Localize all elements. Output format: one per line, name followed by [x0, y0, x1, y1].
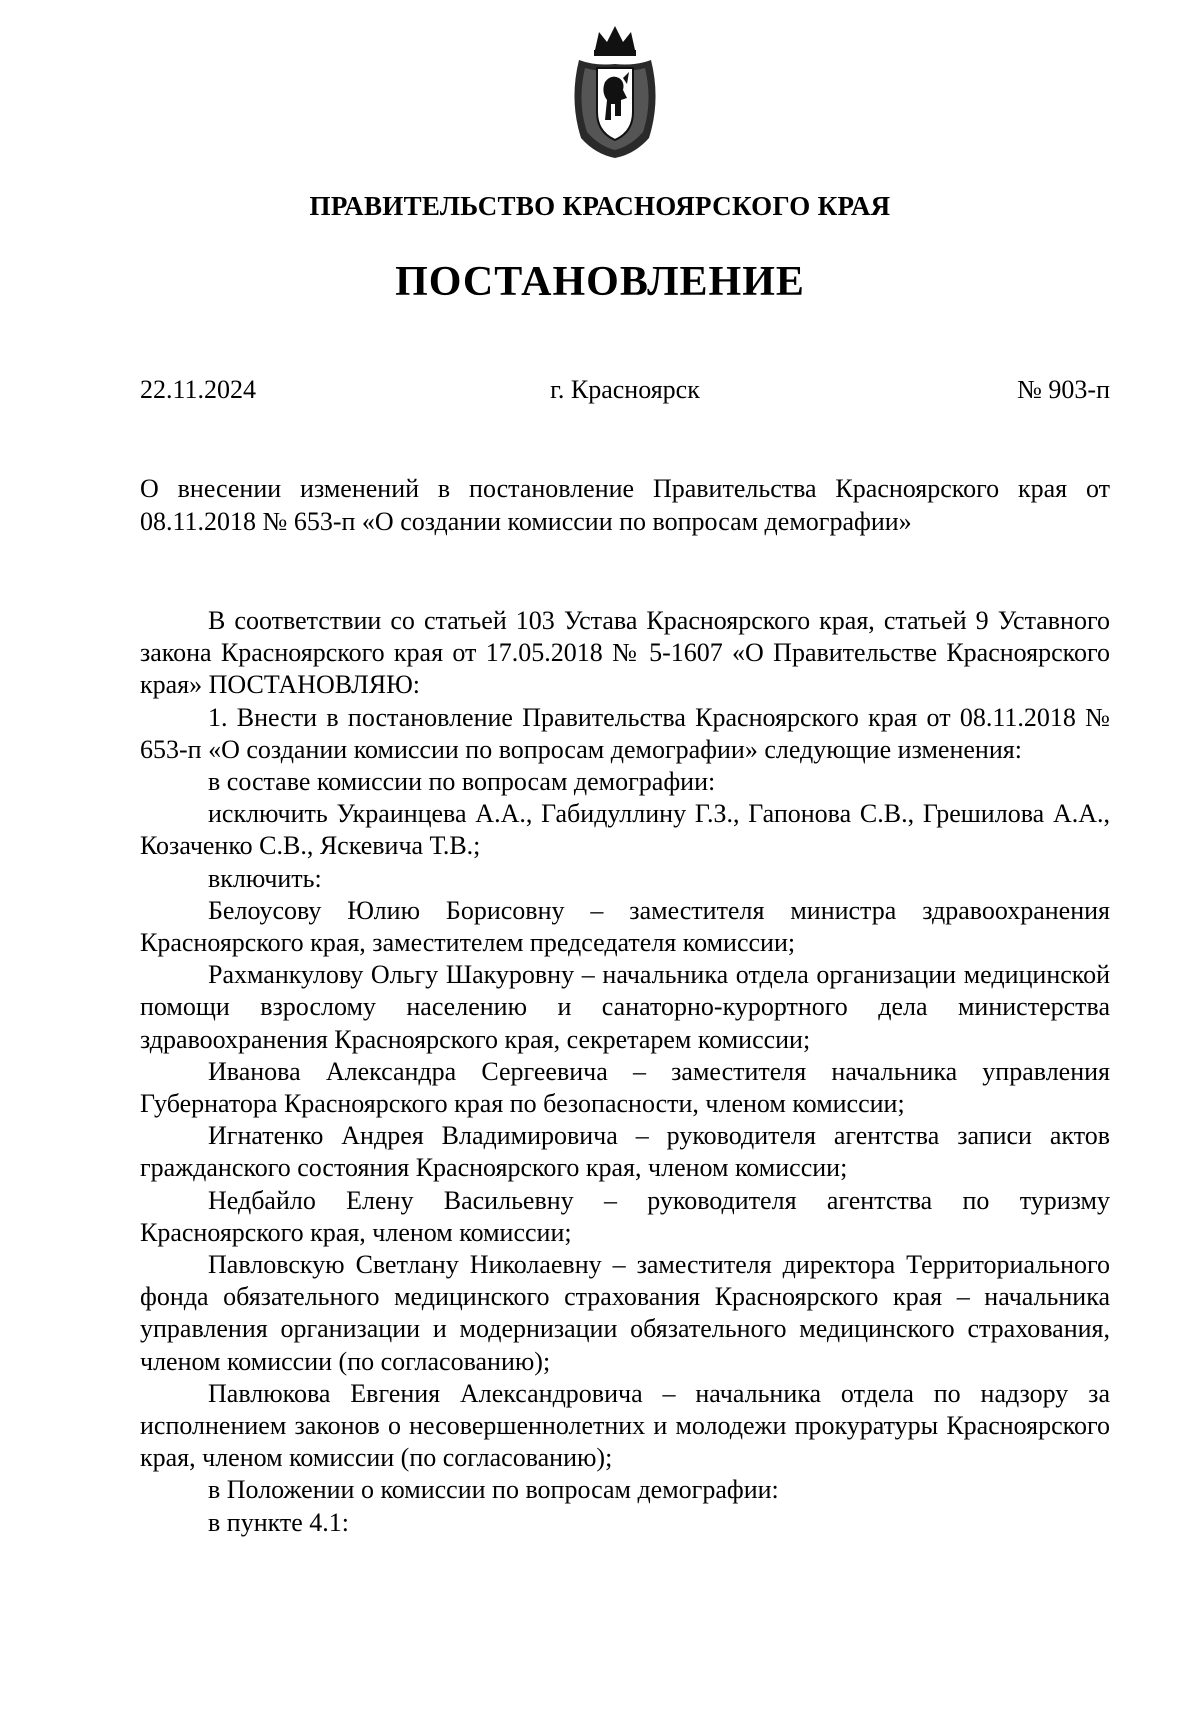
organization-title: ПРАВИТЕЛЬСТВО КРАСНОЯРСКОГО КРАЯ: [309, 191, 891, 221]
body-paragraph: Рахманкулову Ольгу Шакуровну – начальника отдела организации медицинской помощи взрослому населению и санаторно-курортного дела министерства здравоохранения Красноярского края, секретарем комиссии;: [140, 960, 1110, 1054]
body-paragraph: Игнатенко Андрея Владимировича – руководителя агентства записи актов гражданского состояния Красноярского края, членом комиссии;: [140, 1121, 1110, 1183]
body-paragraph: в составе комиссии по вопросам демографии:: [208, 767, 716, 797]
document-number: № 903-п: [1017, 375, 1110, 404]
body-paragraph: в Положении о комиссии по вопросам демографии:: [208, 1475, 779, 1505]
body-paragraph: Павловскую Светлану Николаевну – заместителя директора Территориального фонда обязательного медицинского страхования Красноярского края – начальника управления организации и модернизации обязательного медицинского страхования, членом комиссии (по согласованию);: [140, 1250, 1110, 1376]
body-paragraph: Белоусову Юлию Борисовну – заместителя министра здравоохранения Красноярского края, заместителем председателя комиссии;: [140, 895, 1110, 958]
body-paragraph: В соответствии со статьей 103 Устава Красноярского края, статьей 9 Уставного закона Красноярского края от 17.05.2018 № 5-1607 «О Правительстве Красноярского края» ПОСТАНОВЛЯЮ:: [140, 606, 1110, 700]
document-date: 22.11.2024: [140, 375, 257, 404]
body-paragraph: в пункте 4.1:: [208, 1507, 350, 1537]
document-city: г. Красноярск: [550, 375, 700, 404]
body-paragraph: Павлюкова Евгения Александровича – начальника отдела по надзору за исполнением законов о несовершеннолетних и молодежи прокуратуры Красноярского края, членом комиссии (по согласованию);: [140, 1378, 1110, 1473]
coat-of-arms-emblem: [565, 20, 665, 160]
document-type-title: ПОСТАНОВЛЕНИЕ: [395, 259, 805, 305]
body-paragraph: Недбайло Елену Васильевну – руководителя агентства по туризму Красноярского края, членом комиссии;: [140, 1185, 1110, 1247]
document-meta-row: [140, 375, 1110, 409]
body-paragraph: Иванова Александра Сергеевича – заместителя начальника управления Губернатора Красноярского края по безопасности, членом комиссии;: [140, 1056, 1110, 1119]
document-subject: О внесении изменений в постановление Правительства Красноярского края от 08.11.2018 № 653-п «О создании комиссии по вопросам демографии»: [140, 474, 1110, 536]
coat-of-arms-icon: [565, 20, 665, 160]
body-paragraph: включить:: [208, 863, 322, 893]
document-body: [140, 605, 1110, 1539]
body-paragraph: 1. Внести в постановление Правительства Красноярского края от 08.11.2018 № 653-п «О создании комиссии по вопросам демографии» следующие изменения:: [140, 702, 1110, 764]
body-paragraph: исключить Украинцева А.А., Габидуллину Г.З., Гапонова С.В., Грешилова А.А., Козаченко С.В., Яскевича Т.В.;: [140, 799, 1110, 861]
